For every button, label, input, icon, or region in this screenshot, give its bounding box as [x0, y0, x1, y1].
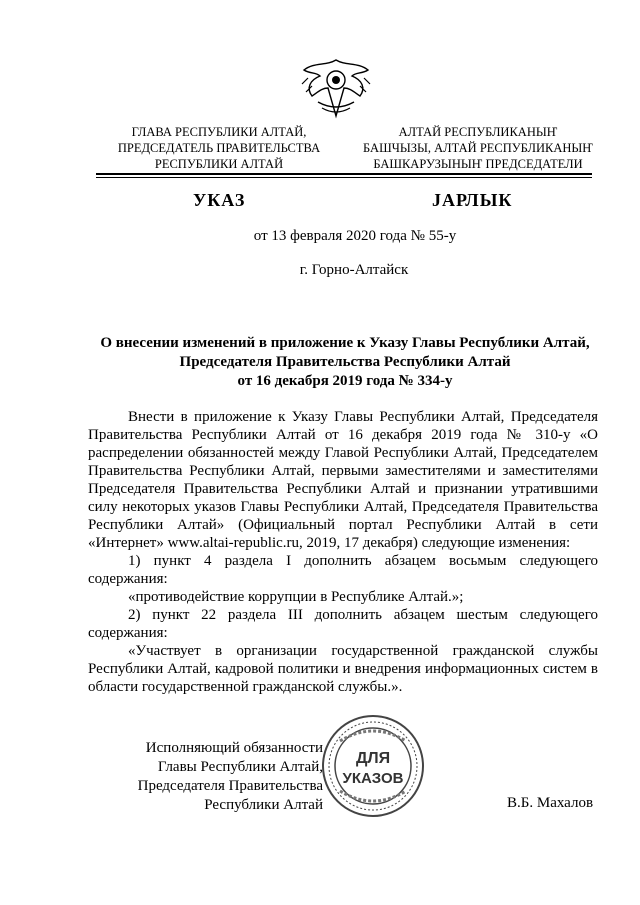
signatory-line: Республики Алтай [204, 797, 323, 813]
header-left-line: ПРЕДСЕДАТЕЛЬ ПРАВИТЕЛЬСТВА [117, 141, 321, 155]
body-quote-1: «противодействие коррупции в Республике Алтай.»; [128, 589, 464, 605]
body-item-1: 1) пункт 4 раздела I дополнить абзацем восьмым следующего содержания: [88, 553, 598, 587]
signatory-line: Председателя Правительства [137, 778, 323, 794]
stamp-line-2: УКАЗОВ [342, 770, 404, 787]
signatory-name: В.Б. Махалов [507, 795, 594, 811]
header-left-line: ГЛАВА РЕСПУБЛИКИ АЛТАЙ, [131, 125, 307, 139]
body-quote-2: «Участвует в организации государственной гражданской службы Республики Алтай, кадровой политики и внедрения информационных систем в области государственной гражданской службы.». [88, 643, 598, 695]
header-left-line: РЕСПУБЛИКИ АЛТАЙ [154, 157, 284, 171]
signatory-position [108, 739, 323, 815]
body-intro-paragraph: Внести в приложение к Указу Главы Республики Алтай, Председателя Правительства Республики Алтай от 16 декабря 2019 года № 310-у «О распределении обязанностей между Главой Республики Алтай, Председателем Правительства Республики Алтай, первыми заместителями и заместителями Председателя Правительства Республики Алтай и признании утратившими силу некоторых указов Главы Республики Алтай, Председателя Правительства Республики Алтай» (Официальный портал Республики Алтай в сети «Интернет» www.altai-republic.ru, 2019, 17 декабря) следующие изменения: [88, 409, 598, 551]
subject-line: О внесении изменений в приложение к Указу Главы Республики Алтай, [100, 335, 590, 351]
signatory-line: Исполняющий обязанности [145, 740, 323, 756]
decree-body [88, 408, 598, 696]
subject-line: от 16 декабря 2019 года № 334-у [237, 373, 453, 389]
header-right-line: БАШЧЫЗЫ, АЛТАЙ РЕСПУБЛИКАНЫҤ [363, 141, 593, 155]
coat-of-arms-emblem [296, 58, 376, 120]
header-right-block [358, 124, 598, 172]
decree-date: от 13 февраля 2020 года № 55-у [253, 228, 457, 244]
header-right-line: БАШКАРУЗЫНЫҤ ПРЕДСЕДАТЕЛИ [373, 157, 583, 171]
body-item-2: 2) пункт 22 раздела III дополнить абзацем шестым следующего содержания: [88, 607, 598, 641]
header-divider-thick [96, 173, 592, 175]
title-jarlyk: JАРЛЫК [432, 190, 513, 210]
header-divider-thin [96, 177, 592, 178]
official-stamp [320, 713, 426, 819]
decree-subject [80, 334, 610, 391]
title-ukaz: УКАЗ [193, 190, 246, 210]
header-right-line: АЛТАЙ РЕСПУБЛИКАНЫҤ [398, 125, 558, 139]
header-left-block [116, 124, 322, 172]
stamp-line-1: ДЛЯ [355, 750, 391, 767]
subject-line: Председателя Правительства Республики Алтай [179, 354, 511, 370]
signatory-line: Главы Республики Алтай, [157, 759, 323, 775]
decree-city: г. Горно-Алтайск [299, 262, 409, 278]
